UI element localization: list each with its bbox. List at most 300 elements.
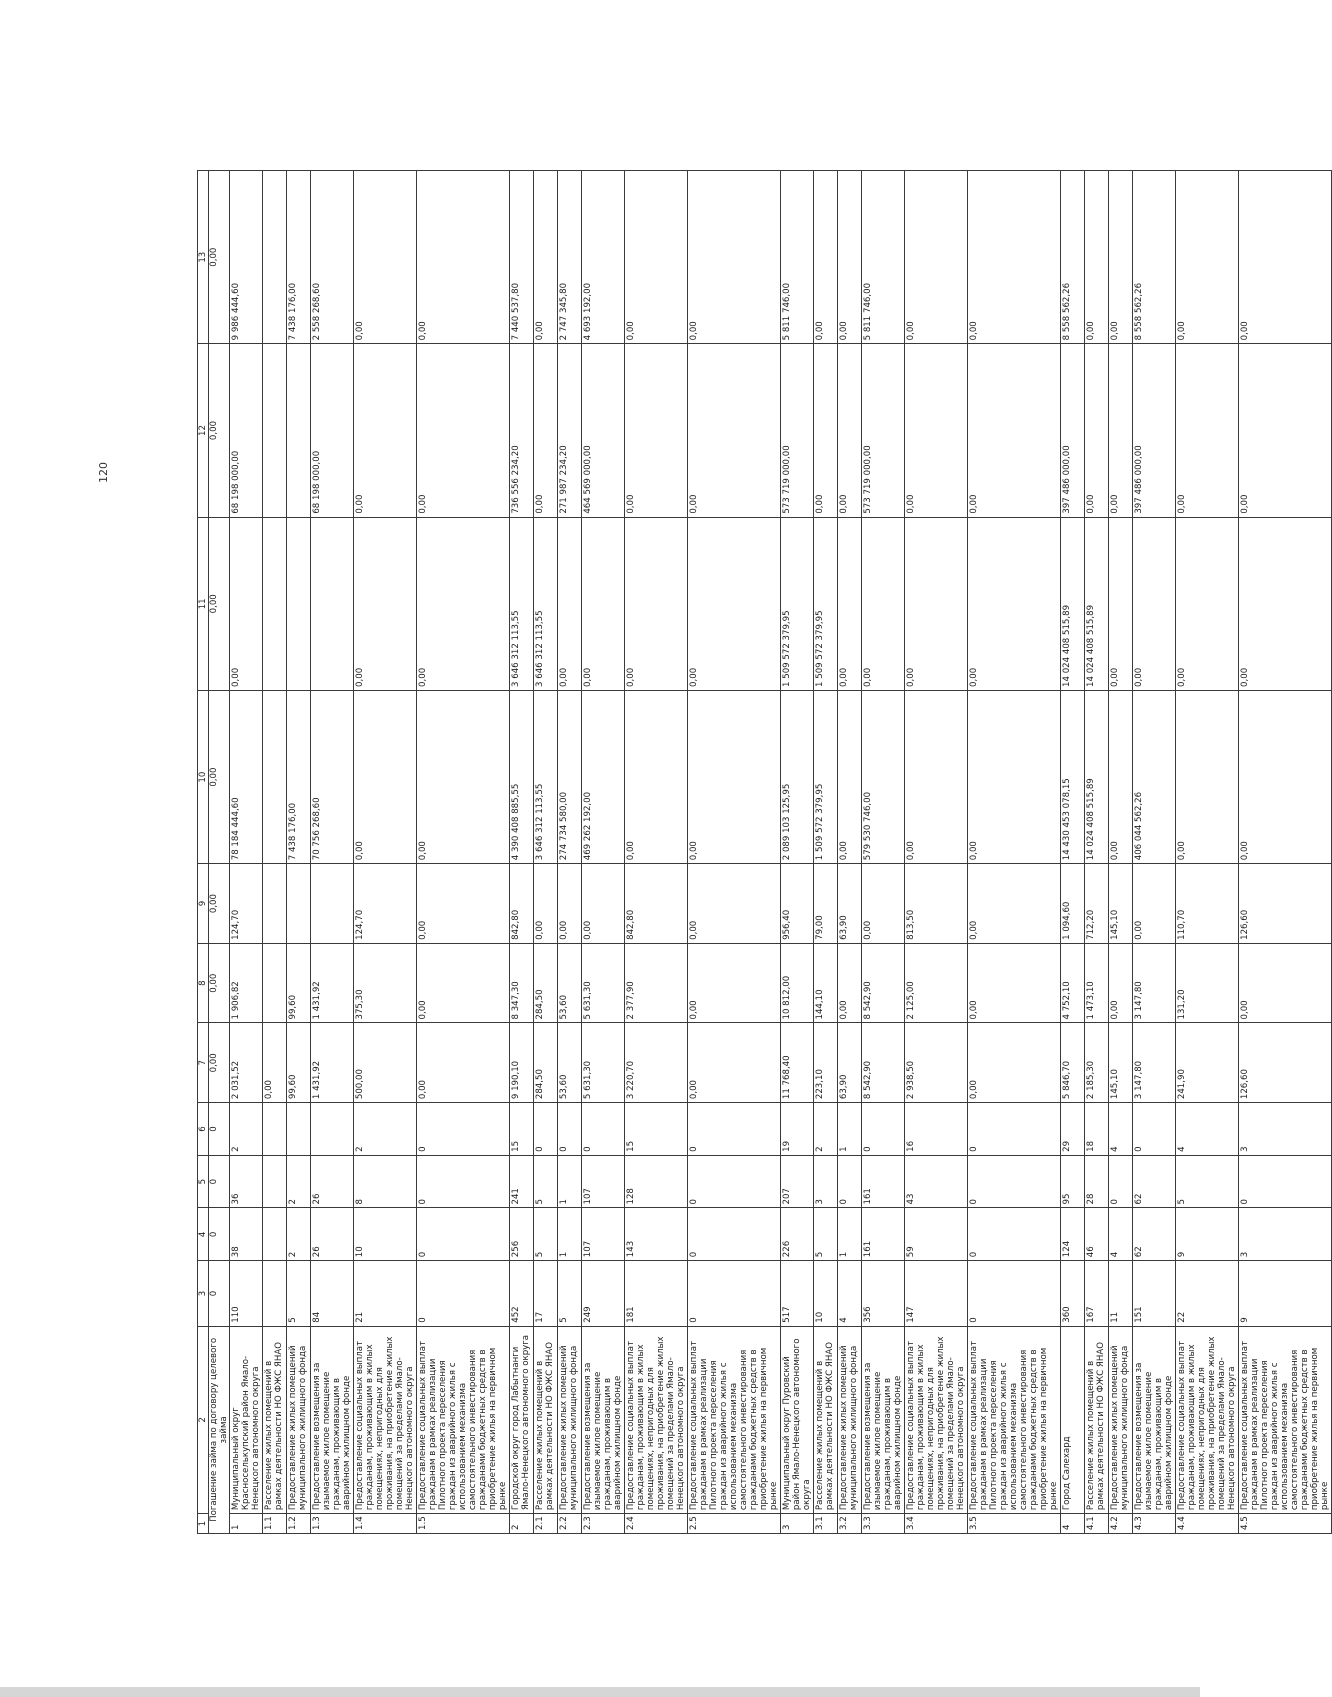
row-value: 0,00 xyxy=(838,344,862,517)
row-number: 4.5 xyxy=(1239,1514,1332,1534)
column-number: 10 xyxy=(198,690,209,863)
row-value: 181 xyxy=(625,1261,688,1327)
row-value: 1 xyxy=(558,1155,582,1208)
column-number: 2 xyxy=(198,1326,209,1513)
row-value: 110,70 xyxy=(1176,864,1239,944)
row-value: 1 xyxy=(838,1208,862,1261)
row-value xyxy=(287,517,311,690)
row-description: Предоставление возмещения за изымаемое жилое помещение гражданам, проживающим в аварийном жилищном фонде xyxy=(1133,1326,1176,1513)
row-value: 9 986 444,60 xyxy=(230,171,263,344)
row-value: 107 xyxy=(582,1155,625,1208)
scan-bottom-edge xyxy=(0,1687,1200,1697)
column-number: 11 xyxy=(198,517,209,690)
row-value: 0,00 xyxy=(1109,517,1133,690)
row-value xyxy=(263,517,287,690)
row-value: 2 377,90 xyxy=(625,943,688,1023)
column-number: 6 xyxy=(198,1103,209,1156)
row-value: 207 xyxy=(781,1155,814,1208)
row-value: 78 184 444,60 xyxy=(230,690,263,863)
table-row xyxy=(1085,171,1109,1534)
row-value xyxy=(263,1155,287,1208)
row-value: 26 xyxy=(311,1155,354,1208)
row-value: 5 xyxy=(558,1261,582,1327)
loan-repayment-value: 0,00 xyxy=(209,171,230,344)
row-value: 0 xyxy=(417,1155,510,1208)
row-number: 3.4 xyxy=(905,1514,968,1534)
page-number: 120 xyxy=(97,462,110,483)
row-value: 63,90 xyxy=(838,864,862,944)
row-value: 271 987 234,20 xyxy=(558,344,582,517)
row-number: 3 xyxy=(781,1514,814,1534)
row-value: 5 811 746,00 xyxy=(862,171,905,344)
row-value: 0,00 xyxy=(1085,171,1109,344)
row-description: Предоставление возмещения за изымаемое жилое помещение гражданам, проживающим в аварийном жилищном фонде xyxy=(311,1326,354,1513)
row-description: Расселение жилых помещений в рамках деятельности НО ФЖС ЯНАО xyxy=(263,1326,287,1513)
row-value: 1 906,82 xyxy=(230,943,263,1023)
row-value: 0,00 xyxy=(1133,864,1176,944)
row-value: 4 752,10 xyxy=(1061,943,1085,1023)
row-value: 0 xyxy=(968,1208,1061,1261)
row-value: 5 xyxy=(814,1208,838,1261)
row-value: 360 xyxy=(1061,1261,1085,1327)
row-value: 469 262 192,00 xyxy=(582,690,625,863)
row-value: 4 xyxy=(1109,1103,1133,1156)
row-value: 1 509 572 379,95 xyxy=(781,517,814,690)
row-value: 0,00 xyxy=(688,690,781,863)
row-value: 70 756 268,60 xyxy=(311,690,354,863)
row-value: 99,60 xyxy=(287,943,311,1023)
row-value: 0 xyxy=(1239,1155,1332,1208)
row-value: 16 xyxy=(905,1103,968,1156)
row-value: 4 693 192,00 xyxy=(582,171,625,344)
row-value: 0,00 xyxy=(688,517,781,690)
row-value: 0,00 xyxy=(968,344,1061,517)
row-number: 1.4 xyxy=(354,1514,417,1534)
row-value: 0,00 xyxy=(838,517,862,690)
row-value: 1 094,60 xyxy=(1061,864,1085,944)
loan-repayment-value: 0 xyxy=(209,1208,230,1261)
loan-repayment-value: 0 xyxy=(209,1103,230,1156)
row-value: 5 811 746,00 xyxy=(781,171,814,344)
loan-repayment-value: 0 xyxy=(209,1155,230,1208)
row-value: 1 431,92 xyxy=(311,943,354,1023)
loan-repayment-value: 0,00 xyxy=(209,864,230,944)
row-value: 14 430 453 078,15 xyxy=(1061,690,1085,863)
row-description: Муниципальный округ Красноселькупский район Ямало-Ненецкого автономного округа xyxy=(230,1326,263,1513)
row-value xyxy=(311,1103,354,1156)
row-value: 0,00 xyxy=(862,517,905,690)
row-value: 21 xyxy=(354,1261,417,1327)
row-value: 2 558 268,60 xyxy=(311,171,354,344)
row-value: 1 509 572 379,95 xyxy=(814,690,838,863)
row-value: 0,00 xyxy=(354,690,417,863)
row-value: 26 xyxy=(311,1208,354,1261)
row-value: 143 xyxy=(625,1208,688,1261)
row-value: 0 xyxy=(688,1155,781,1208)
table-row xyxy=(311,171,354,1534)
row-description: Предоставление социальных выплат гражданам в рамках реализации Пилотного проекта переселения граждан из аварийного жилья с использованием механизма самостоятельного инвестирования гражданами бюджетных средств в приобретение жилья на первичном рынке xyxy=(1239,1326,1332,1513)
row-value: 241 xyxy=(510,1155,534,1208)
row-value: 68 198 000,00 xyxy=(230,344,263,517)
row-value: 5 631,30 xyxy=(582,1023,625,1103)
row-value: 145,10 xyxy=(1109,1023,1133,1103)
row-value xyxy=(263,690,287,863)
row-value: 464 569 000,00 xyxy=(582,344,625,517)
row-value xyxy=(311,864,354,944)
row-value: 3 646 312 113,55 xyxy=(534,690,558,863)
row-description: Предоставление жилых помещений муниципального жилищного фонда xyxy=(1109,1326,1133,1513)
row-value: 0,00 xyxy=(417,517,510,690)
row-number: 2.3 xyxy=(582,1514,625,1534)
row-value: 36 xyxy=(230,1155,263,1208)
row-value: 10 xyxy=(814,1261,838,1327)
row-value: 0,00 xyxy=(625,344,688,517)
column-number: 12 xyxy=(198,344,209,517)
row-value: 167 xyxy=(1085,1261,1109,1327)
row-value xyxy=(263,171,287,344)
row-value: 124,70 xyxy=(230,864,263,944)
row-value: 126,60 xyxy=(1239,1023,1332,1103)
row-value: 0 xyxy=(534,1103,558,1156)
row-number: 1.5 xyxy=(417,1514,510,1534)
row-value: 0,00 xyxy=(625,171,688,344)
row-value: 147 xyxy=(905,1261,968,1327)
row-value: 241,90 xyxy=(1176,1023,1239,1103)
row-value: 0,00 xyxy=(1239,517,1332,690)
row-value: 256 xyxy=(510,1208,534,1261)
row-number: 4.3 xyxy=(1133,1514,1176,1534)
table-row xyxy=(354,171,417,1534)
row-value: 3 147,80 xyxy=(1133,943,1176,1023)
row-value: 63,90 xyxy=(838,1023,862,1103)
column-number: 1 xyxy=(198,1514,209,1534)
row-value: 62 xyxy=(1133,1208,1176,1261)
row-value: 3 xyxy=(814,1155,838,1208)
row-value: 0,00 xyxy=(838,690,862,863)
row-number: 2.5 xyxy=(688,1514,781,1534)
row-value: 0,00 xyxy=(688,1023,781,1103)
row-value: 95 xyxy=(1061,1155,1085,1208)
column-number: 3 xyxy=(198,1261,209,1327)
row-value: 84 xyxy=(311,1261,354,1327)
row-value: 0,00 xyxy=(688,864,781,944)
row-value: 2 031,52 xyxy=(230,1023,263,1103)
table-row xyxy=(230,171,263,1534)
row-value: 0,00 xyxy=(354,171,417,344)
row-value: 46 xyxy=(1085,1208,1109,1261)
row-value: 397 486 000,00 xyxy=(1133,344,1176,517)
row-value: 0,00 xyxy=(968,517,1061,690)
row-value: 2 747 345,80 xyxy=(558,171,582,344)
row-value: 0 xyxy=(688,1103,781,1156)
row-description: Расселение жилых помещений в рамках деятельности НО ФЖС ЯНАО xyxy=(534,1326,558,1513)
row-value: 3 xyxy=(1239,1208,1332,1261)
row-value: 284,50 xyxy=(534,943,558,1023)
row-value: 9 xyxy=(1176,1208,1239,1261)
row-value: 62 xyxy=(1133,1155,1176,1208)
row-value: 0,00 xyxy=(1109,344,1133,517)
row-value: 0 xyxy=(417,1103,510,1156)
row-value: 0,00 xyxy=(1239,943,1332,1023)
row-value: 1 xyxy=(838,1103,862,1156)
row-description: Муниципальный округ Пуровский район Ямало-Ненецкого автономного округа xyxy=(781,1326,814,1513)
row-value: 3 646 312 113,55 xyxy=(534,517,558,690)
row-value: 573 719 000,00 xyxy=(862,344,905,517)
row-value: 0,00 xyxy=(905,690,968,863)
row-value: 2 125,00 xyxy=(905,943,968,1023)
row-value xyxy=(263,1261,287,1327)
row-value: 0,00 xyxy=(558,517,582,690)
housing-resettlement-table xyxy=(197,170,1332,1534)
loan-repayment-value: 0 xyxy=(209,1261,230,1327)
row-value: 0,00 xyxy=(688,943,781,1023)
row-value xyxy=(263,1208,287,1261)
loan-repayment-value: 0,00 xyxy=(209,517,230,690)
row-value: 397 486 000,00 xyxy=(1061,344,1085,517)
row-value: 0,00 xyxy=(838,943,862,1023)
row-description: Предоставление социальных выплат гражданам в рамках реализации Пилотного проекта переселения граждан из аварийного жилья с использованием механизма самостоятельного инвестирования гражданами бюджетных средств в приобретение жилья на первичном рынке xyxy=(417,1326,510,1513)
row-value: 0,00 xyxy=(582,517,625,690)
row-value: 7 438 176,00 xyxy=(287,690,311,863)
row-value: 7 440 537,80 xyxy=(510,171,534,344)
row-value: 110 xyxy=(230,1261,263,1327)
row-value: 0,00 xyxy=(905,171,968,344)
row-description: Городской округ город Лабытнанги Ямало-Ненецкого автономного округа xyxy=(510,1326,534,1513)
row-value: 14 024 408 515,89 xyxy=(1061,517,1085,690)
row-number: 1.1 xyxy=(263,1514,287,1534)
row-value: 0,00 xyxy=(417,1023,510,1103)
row-value: 736 556 234,20 xyxy=(510,344,534,517)
column-number: 5 xyxy=(198,1155,209,1208)
row-value: 842,80 xyxy=(510,864,534,944)
row-value: 8 558 562,26 xyxy=(1133,171,1176,344)
row-value: 0,00 xyxy=(1109,171,1133,344)
row-value: 0,00 xyxy=(862,864,905,944)
row-value: 956,40 xyxy=(781,864,814,944)
row-description: Предоставление жилых помещений муниципального жилищного фонда xyxy=(287,1326,311,1513)
row-value: 11 768,40 xyxy=(781,1023,814,1103)
row-value xyxy=(263,864,287,944)
row-value: 375,30 xyxy=(354,943,417,1023)
row-number: 4.1 xyxy=(1085,1514,1109,1534)
row-value: 573 719 000,00 xyxy=(781,344,814,517)
table-row xyxy=(862,171,905,1534)
row-value: 8 347,30 xyxy=(510,943,534,1023)
row-description: Предоставление жилых помещений муниципального жилищного фонда xyxy=(838,1326,862,1513)
row-value: 3 220,70 xyxy=(625,1023,688,1103)
row-value: 1 xyxy=(558,1208,582,1261)
row-value: 145,10 xyxy=(1109,864,1133,944)
row-value: 1 431,92 xyxy=(311,1023,354,1103)
table-row xyxy=(582,171,625,1534)
table-row xyxy=(1133,171,1176,1534)
row-value: 2 xyxy=(230,1103,263,1156)
table-row xyxy=(534,171,558,1534)
row-value: 53,60 xyxy=(558,943,582,1023)
row-number: 3.3 xyxy=(862,1514,905,1534)
row-value: 0 xyxy=(688,1261,781,1327)
row-description: Город Салехард xyxy=(1061,1326,1085,1513)
row-value: 500,00 xyxy=(354,1023,417,1103)
row-value: 0,00 xyxy=(1176,517,1239,690)
row-value: 22 xyxy=(1176,1261,1239,1327)
row-number: 4.4 xyxy=(1176,1514,1239,1534)
row-value: 8 558 562,26 xyxy=(1061,171,1085,344)
row-value: 19 xyxy=(781,1103,814,1156)
row-value: 0,00 xyxy=(230,517,263,690)
row-number: 1.2 xyxy=(287,1514,311,1534)
row-value: 0,00 xyxy=(534,344,558,517)
loan-repayment-row xyxy=(209,171,230,1534)
row-value: 0,00 xyxy=(688,344,781,517)
row-value: 9 xyxy=(1239,1261,1332,1327)
row-value: 0 xyxy=(688,1208,781,1261)
loan-repayment-value: 0,00 xyxy=(209,690,230,863)
row-value: 0,00 xyxy=(968,690,1061,863)
row-description: Расселение жилых помещений в рамках деятельности НО ФЖС ЯНАО xyxy=(1085,1326,1109,1513)
row-description: Предоставление возмещения за изымаемое жилое помещение гражданам, проживающим в аварийном жилищном фонде xyxy=(862,1326,905,1513)
row-value: 124,70 xyxy=(354,864,417,944)
row-number: 2.1 xyxy=(534,1514,558,1534)
rotated-page xyxy=(197,170,1330,1534)
row-value: 68 198 000,00 xyxy=(311,344,354,517)
row-value: 9 190,10 xyxy=(510,1023,534,1103)
row-value: 5 xyxy=(534,1155,558,1208)
row-value: 5 846,70 xyxy=(1061,1023,1085,1103)
loan-repayment-label: Погашение займа по договору целевого займа xyxy=(209,1326,230,1533)
table-row xyxy=(558,171,582,1534)
row-value xyxy=(287,864,311,944)
row-value: 0,00 xyxy=(417,171,510,344)
row-value: 59 xyxy=(905,1208,968,1261)
row-value: 0,00 xyxy=(354,344,417,517)
row-value: 144,10 xyxy=(814,943,838,1023)
row-number: 2.2 xyxy=(558,1514,582,1534)
row-value: 0,00 xyxy=(968,1023,1061,1103)
row-value: 0,00 xyxy=(558,864,582,944)
row-value: 3 147,80 xyxy=(1133,1023,1176,1103)
row-value: 131,20 xyxy=(1176,943,1239,1023)
row-value: 0,00 xyxy=(905,344,968,517)
row-value: 2 xyxy=(814,1103,838,1156)
row-value: 0,00 xyxy=(417,943,510,1023)
table-row xyxy=(1239,171,1332,1534)
row-value: 406 044 562,26 xyxy=(1133,690,1176,863)
row-description: Предоставление возмещения за изымаемое жилое помещение гражданам, проживающим в аварийном жилищном фонде xyxy=(582,1326,625,1513)
row-value: 29 xyxy=(1061,1103,1085,1156)
row-value: 2 xyxy=(287,1208,311,1261)
row-value: 0 xyxy=(968,1155,1061,1208)
table-row xyxy=(814,171,838,1534)
row-value: 274 734 580,00 xyxy=(558,690,582,863)
row-value: 2 089 103 125,95 xyxy=(781,690,814,863)
row-value: 0,00 xyxy=(838,171,862,344)
row-value: 0,00 xyxy=(534,864,558,944)
row-value: 249 xyxy=(582,1261,625,1327)
row-value: 0,00 xyxy=(417,690,510,863)
table-row xyxy=(968,171,1061,1534)
column-number: 9 xyxy=(198,864,209,944)
row-value: 0,00 xyxy=(968,864,1061,944)
row-value: 579 530 746,00 xyxy=(862,690,905,863)
row-value: 0 xyxy=(1133,1103,1176,1156)
row-number: 2 xyxy=(510,1514,534,1534)
row-value: 0,00 xyxy=(1176,690,1239,863)
loan-repayment-value: 0,00 xyxy=(209,1023,230,1103)
loan-repayment-value: 0,00 xyxy=(209,943,230,1023)
table-row xyxy=(781,171,814,1534)
row-value: 0,00 xyxy=(968,171,1061,344)
row-value: 10 xyxy=(354,1208,417,1261)
row-value: 0,00 xyxy=(688,171,781,344)
row-value: 4 xyxy=(1109,1208,1133,1261)
table-row xyxy=(417,171,510,1534)
row-value: 0,00 xyxy=(814,171,838,344)
row-value: 7 438 176,00 xyxy=(287,171,311,344)
row-value: 3 xyxy=(1239,1103,1332,1156)
row-value: 0,00 xyxy=(417,344,510,517)
row-value: 0,00 xyxy=(354,517,417,690)
row-value: 18 xyxy=(1085,1103,1109,1156)
row-value: 10 812,00 xyxy=(781,943,814,1023)
row-value: 11 xyxy=(1109,1261,1133,1327)
row-value: 5 xyxy=(1176,1155,1239,1208)
row-value: 0 xyxy=(417,1208,510,1261)
row-value xyxy=(263,344,287,517)
row-value: 151 xyxy=(1133,1261,1176,1327)
row-value: 0,00 xyxy=(968,943,1061,1023)
row-value xyxy=(263,1103,287,1156)
column-number: 4 xyxy=(198,1208,209,1261)
loan-repayment-value: 0,00 xyxy=(209,344,230,517)
row-value: 0 xyxy=(417,1261,510,1327)
row-description: Предоставление социальных выплат гражданам в рамках реализации Пилотного проекта переселения граждан из аварийного жилья с использованием механизма самостоятельного инвестирования гражданами бюджетных средств в приобретение жилья на первичном рынке xyxy=(968,1326,1061,1513)
row-value: 8 542,90 xyxy=(862,943,905,1023)
row-value: 126,60 xyxy=(1239,864,1332,944)
row-number: 1 xyxy=(230,1514,263,1534)
row-value: 0 xyxy=(1109,1155,1133,1208)
column-number-row xyxy=(198,171,209,1534)
row-value: 223,10 xyxy=(814,1023,838,1103)
row-value: 0 xyxy=(838,1155,862,1208)
row-value: 5 xyxy=(287,1261,311,1327)
row-description: Расселение жилых помещений в рамках деятельности НО ФЖС ЯНАО xyxy=(814,1326,838,1513)
row-value: 0,00 xyxy=(417,864,510,944)
row-value: 128 xyxy=(625,1155,688,1208)
row-value: 43 xyxy=(905,1155,968,1208)
table-row xyxy=(1061,171,1085,1534)
row-value: 2 xyxy=(287,1155,311,1208)
table-row xyxy=(510,171,534,1534)
row-value: 2 938,50 xyxy=(905,1023,968,1103)
row-value: 4 xyxy=(1176,1103,1239,1156)
row-value: 15 xyxy=(625,1103,688,1156)
row-description: Предоставление социальных выплат гражданам, проживающим в жилых помещениях, непригодных для проживания, на приобретение жилых помещений за пределами Ямало-Ненецкого автономного округа xyxy=(1176,1326,1239,1513)
row-value: 0 xyxy=(558,1103,582,1156)
row-value: 1 509 572 379,95 xyxy=(814,517,838,690)
row-value: 79,00 xyxy=(814,864,838,944)
table-row xyxy=(905,171,968,1534)
row-value: 0,00 xyxy=(263,1023,287,1103)
row-value: 284,50 xyxy=(534,1023,558,1103)
row-value: 8 xyxy=(354,1155,417,1208)
row-value: 842,80 xyxy=(625,864,688,944)
row-value xyxy=(263,943,287,1023)
row-number: 3.2 xyxy=(838,1514,862,1534)
table-row xyxy=(625,171,688,1534)
row-value: 0,00 xyxy=(1109,690,1133,863)
row-value: 8 542,90 xyxy=(862,1023,905,1103)
